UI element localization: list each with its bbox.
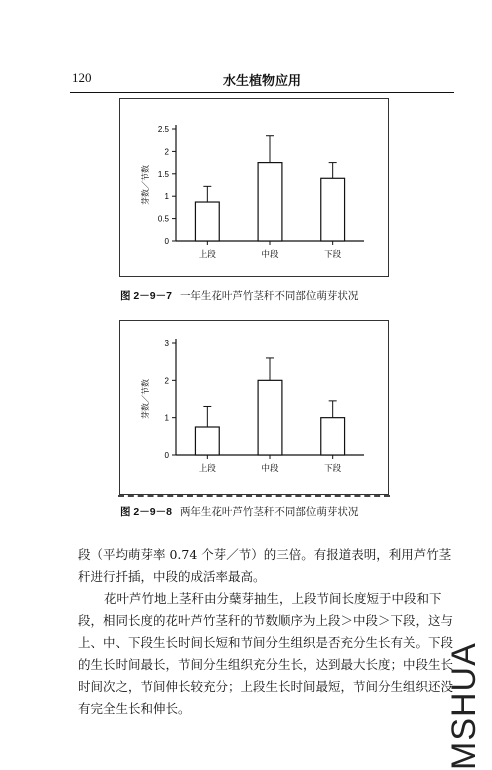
y-tick-label: 2 xyxy=(164,376,169,386)
y-tick-label: 2.5 xyxy=(157,125,169,134)
y-axis-label: 芽数／节数 xyxy=(141,165,150,205)
figure-2-caption xyxy=(120,504,358,519)
bar xyxy=(258,380,282,455)
bar xyxy=(195,427,219,455)
y-tick-label: 2 xyxy=(164,147,169,157)
bar xyxy=(258,163,282,241)
bar xyxy=(321,178,345,241)
figure-1-frame xyxy=(119,98,389,277)
x-tick-label: 下段 xyxy=(324,250,342,260)
y-tick-label: 3 xyxy=(164,339,169,348)
figure-2-chart xyxy=(120,321,388,494)
page-number: 120 xyxy=(72,70,92,85)
figure-1-caption-number: 图 2－9－7 xyxy=(120,290,172,302)
page-header xyxy=(72,70,452,90)
figure-2-frame xyxy=(119,320,389,495)
y-tick-label: 1.5 xyxy=(157,169,169,179)
figure-1-caption xyxy=(120,288,358,303)
y-tick-label: 0.5 xyxy=(157,214,169,224)
x-tick-label: 中段 xyxy=(261,250,279,260)
running-title: 水生植物应用 xyxy=(222,74,301,89)
figure-1-caption-text: 一年生花叶芦竹茎秆不同部位萌芽状况 xyxy=(179,290,359,302)
figure-2-caption-text: 两年生花叶芦竹茎秆不同部位萌芽状况 xyxy=(179,506,359,518)
x-tick-label: 中段 xyxy=(261,464,279,474)
watermark: MSHUA xyxy=(445,642,483,770)
bar xyxy=(321,418,345,455)
y-tick-label: 0 xyxy=(164,237,169,246)
y-tick-label: 1 xyxy=(164,192,169,202)
x-tick-label: 上段 xyxy=(198,464,216,474)
body-paragraph-1: 段（平均萌芽率 0.74 个芽／节）的三倍。有报道表明，利用芦竹茎秆进行扦插，中段的成活率最高。 xyxy=(78,546,452,584)
body-paragraph-2: 花叶芦竹地上茎秆由分蘖芽抽生，上段节间长度短于中段和下段，相同长度的花叶芦竹茎秆的节数顺序为上段＞中段＞下段，这与上、中、下段生长时间长短和节间分生组织是否充分生长有关。下段的生长时间最长，节间分生组织充分生长，达到最大长度；中段生长时间次之，节间伸长较充分；上段生长时间最短，节间分生组织还没有完全生长和伸长。 xyxy=(78,590,454,716)
bar xyxy=(195,202,219,241)
x-tick-label: 上段 xyxy=(198,250,216,260)
figure-1-chart xyxy=(120,99,388,276)
header-rule xyxy=(70,92,454,93)
scan-artifact-line xyxy=(118,495,390,497)
y-axis-label: 芽数／节数 xyxy=(141,379,150,419)
y-tick-label: 0 xyxy=(164,451,169,460)
figure-2-caption-number: 图 2－9－8 xyxy=(120,506,172,518)
x-tick-label: 下段 xyxy=(324,464,342,474)
y-tick-label: 1 xyxy=(164,413,169,423)
